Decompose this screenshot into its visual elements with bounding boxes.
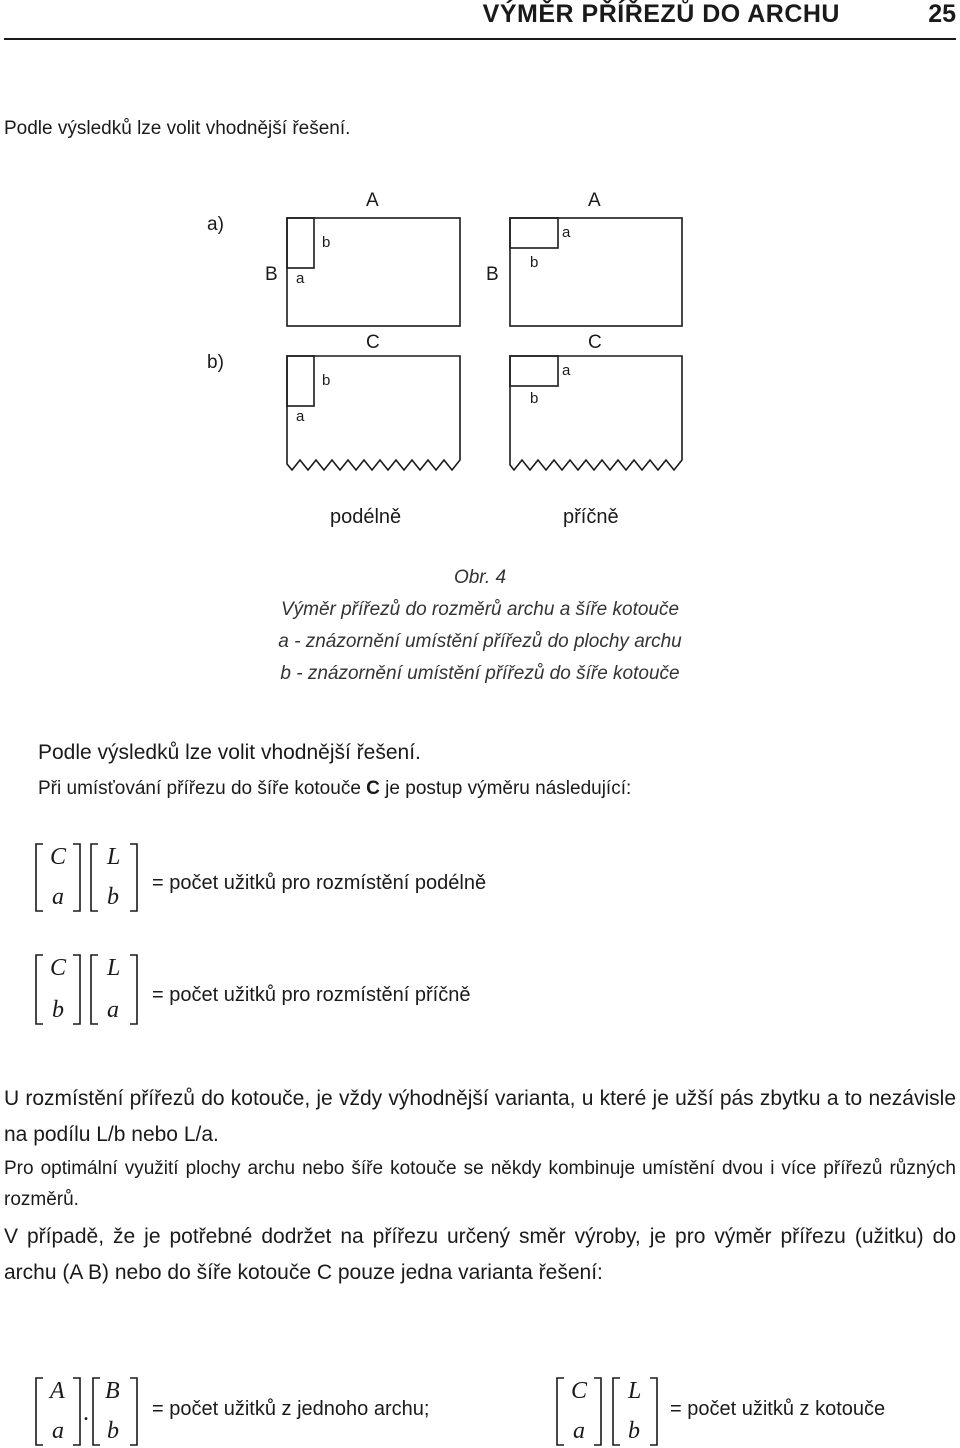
label-C-left: C [366,332,380,353]
f3-dot: . [83,1400,89,1426]
f2-denominator-a: a [107,997,119,1023]
running-header-title: VÝMĚR PŘÍŘEZŮ DO ARCHU [482,0,840,28]
formula1-text: = počet užitků pro rozmístění podélně [152,872,487,894]
page-number: 25 [928,0,956,28]
figure-caption-2: a - znázornění umístění přířezů do plochy archu [278,631,682,652]
formula4-text: = počet užitků z kotouče [670,1398,886,1420]
row-b-label: b) [207,352,224,373]
label-podelne: podélně [330,506,402,528]
paragraph-3: V případě, že je potřebné dodržet na přířezu určený směr výroby, je pro výměr přířezu (užitku) do archu (A B) nebo do šíře kotouče C pouze jedna varianta řešení: [4,1225,956,1284]
label-a-piece-a-left: a [296,270,305,287]
figure-caption-1: Výměr přířezů do rozměrů archu a šíře kotouče [280,599,680,620]
f1-denominator-b: b [107,884,119,910]
label-A-right: A [588,190,601,211]
intro-line: Podle výsledků lze volit vhodnější řešení. [4,118,351,139]
label-B-left: B [265,264,278,285]
repeat-line: Podle výsledků lze volit vhodnější řešení. [38,741,421,764]
f4-numerator-C: C [571,1378,588,1404]
label-b-piece-b-right: b [530,390,539,407]
label-b-piece-a-right: b [530,254,539,271]
label-b-piece-b-left: b [322,372,331,389]
label-A-left: A [366,190,379,211]
f2-numerator-C: C [50,955,67,981]
procedure-pre: Při umísťování přířezu do šíře kotouče [38,778,367,799]
label-C-right: C [588,332,602,353]
figure-caption-3: b - znázornění umístění přířezů do šíře kotouče [280,663,680,684]
label-B-right: B [486,264,499,285]
f4-denominator-a: a [573,1418,585,1444]
formula2-text: = počet užitků pro rozmístění příčně [152,984,471,1006]
row-a-label: a) [207,214,224,235]
label-pricne: příčně [563,506,619,528]
procedure-bold-c: C [366,778,380,799]
f4-denominator-b: b [628,1418,640,1444]
f3-denominator-a: a [52,1418,64,1444]
f1-numerator-L: L [107,844,121,870]
label-b-piece-a-left: b [322,234,331,251]
f2-numerator-L: L [107,955,121,981]
label-a-piece-a-right: a [562,224,571,241]
f2-denominator-b: b [52,997,64,1023]
paragraph-1: U rozmístění přířezů do kotouče, je vždy výhodnější varianta, u které je užší pás zbytku a to nezávisle na podílu L/b nebo L/a. [4,1087,956,1146]
procedure-post: je postup výměru následující: [379,778,632,799]
f3-numerator-B: B [105,1378,120,1404]
f1-numerator-C: C [50,844,67,870]
figure-number: Obr. 4 [453,567,507,588]
label-a-piece-b-left: a [296,408,305,425]
paragraph-2: Pro optimální využití plochy archu nebo šíře kotouče se někdy kombinuje umístění dvou i více přířezů různých rozměrů. [4,1158,956,1210]
label-a-piece-b-right: a [562,362,571,379]
f1-denominator-a: a [52,884,64,910]
f3-denominator-b: b [107,1418,119,1444]
f4-numerator-L: L [628,1378,642,1404]
f3-numerator-A: A [50,1378,65,1404]
formula3-text: = počet užitků z jednoho archu; [152,1398,430,1420]
